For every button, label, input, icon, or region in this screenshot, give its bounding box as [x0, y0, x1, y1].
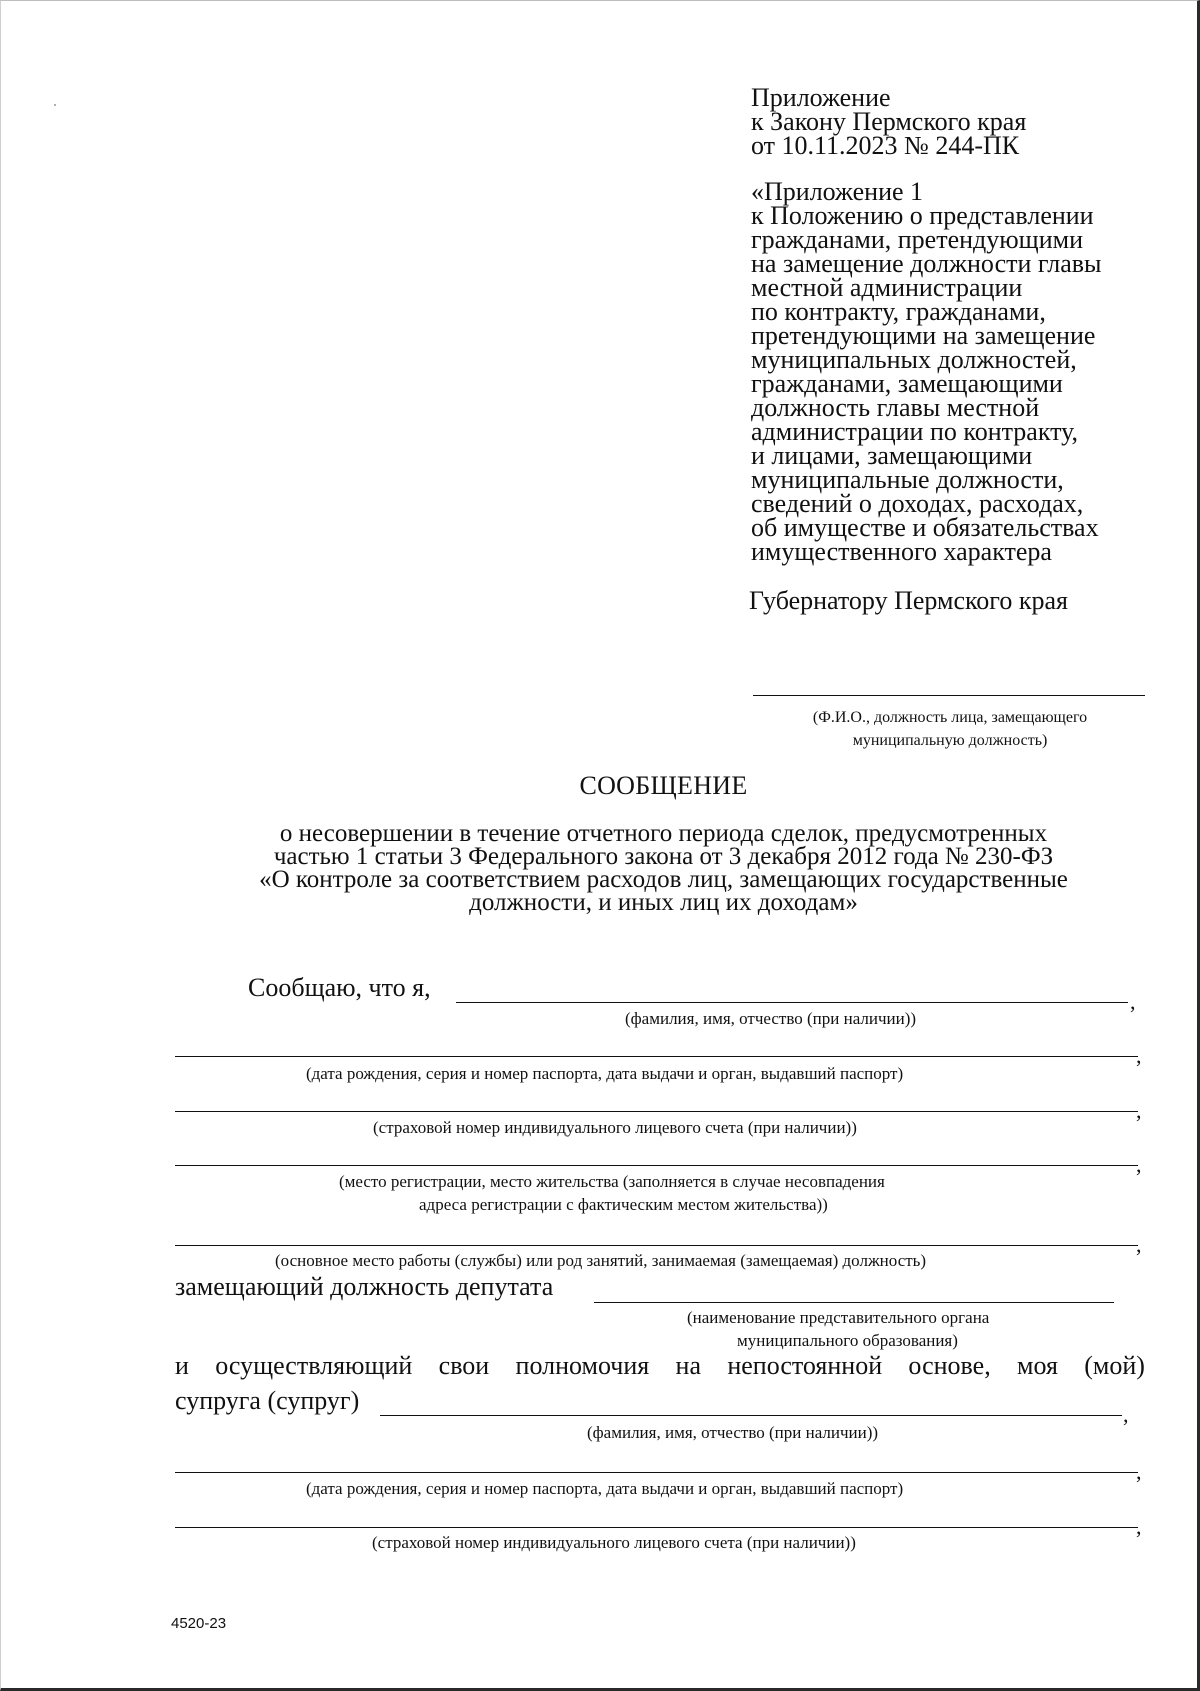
field-comma: ,: [1136, 1232, 1142, 1257]
spouse-text: супруга (супруг): [175, 1386, 360, 1415]
spouse-fio-caption: (фамилия, имя, отчество (при наличии)): [587, 1423, 879, 1442]
sub-attachment-line: гражданами, претендующими: [751, 225, 1083, 254]
word: непостоянной: [727, 1351, 883, 1380]
document-subtitle: [160, 822, 1167, 914]
sub-attachment-line: сведений о доходах, расходах,: [751, 489, 1084, 518]
sub-attachment-line: к Положению о представлении: [751, 201, 1094, 230]
field-comma: ,: [1136, 1459, 1142, 1484]
sub-attachment-line: местной администрации: [751, 273, 1023, 302]
declarant-fio-caption: (фамилия, имя, отчество (при наличии)): [625, 1009, 917, 1028]
declarant-fio-field[interactable]: [456, 1002, 1128, 1003]
sub-attachment-line: об имуществе и обязательствах: [751, 513, 1099, 542]
word: свои: [438, 1351, 490, 1380]
spouse-snils-field[interactable]: [175, 1527, 1138, 1528]
sub-attachment-line: должность главы местной: [751, 393, 1040, 422]
intro-text: Сообщаю, что я,: [248, 973, 431, 1002]
field-comma: ,: [1130, 989, 1136, 1014]
representative-organ-caption: муниципального образования): [737, 1331, 958, 1350]
field-comma: ,: [1136, 1043, 1142, 1068]
attachment-line: от 10.11.2023 № 244-ПК: [751, 131, 1020, 160]
field-comma: ,: [1136, 1098, 1142, 1123]
addressee-fio-field[interactable]: [753, 695, 1145, 696]
caption-line: (Ф.И.О., должность лица, замещающего: [812, 709, 1088, 726]
word: осуществляющий: [215, 1351, 413, 1380]
document-title: СООБЩЕНИЕ: [579, 771, 748, 800]
caption-line: муниципальную должность): [852, 732, 1048, 749]
declarant-passport-field[interactable]: [175, 1056, 1138, 1057]
declarant-work-caption: (основное место работы (службы) или род занятий, занимаемая (замещаемая) должность): [275, 1251, 927, 1270]
attachment-line: к Закону Пермского края: [751, 107, 1027, 136]
addressee-fio-caption: [760, 706, 1140, 752]
sub-attachment-line: «Приложение 1: [751, 177, 924, 206]
representative-organ-caption: (наименование представительного органа: [687, 1308, 990, 1327]
nonpermanent-basis-text: [175, 1351, 1145, 1381]
spouse-passport-caption: (дата рождения, серия и номер паспорта, дата выдачи и орган, выдавший паспорт): [306, 1479, 904, 1498]
sub-attachment-line: имущественного характера: [751, 537, 1052, 566]
word: основе,: [908, 1351, 991, 1380]
scan-speck: [54, 104, 56, 106]
document-code: 4520-23: [171, 1615, 227, 1632]
declarant-snils-caption: (страховой номер индивидуального лицевого счета (при наличии)): [373, 1118, 857, 1137]
field-comma: ,: [1136, 1152, 1142, 1177]
word: и: [175, 1351, 189, 1380]
spouse-snils-caption: (страховой номер индивидуального лицевого счета (при наличии)): [372, 1533, 856, 1552]
subtitle-line: о несовершении в течение отчетного периода сделок, предусмотренных: [279, 820, 1048, 847]
sub-attachment-line: на замещение должности главы: [751, 249, 1102, 278]
deputy-text: замещающий должность депутата: [175, 1272, 554, 1301]
sub-attachment-line: по контракту, гражданами,: [751, 297, 1046, 326]
declarant-passport-caption: (дата рождения, серия и номер паспорта, дата выдачи и орган, выдавший паспорт): [306, 1064, 904, 1083]
declarant-snils-field[interactable]: [175, 1111, 1138, 1112]
field-comma: ,: [1123, 1402, 1129, 1427]
field-comma: ,: [1136, 1514, 1142, 1539]
sub-attachment-line: муниципальных должностей,: [751, 345, 1077, 374]
declarant-address-caption: адреса регистрации с фактическим местом жительства)): [419, 1195, 828, 1214]
declarant-work-field[interactable]: [175, 1245, 1138, 1246]
addressee: Губернатору Пермского края: [749, 586, 1068, 615]
word: (мой): [1084, 1351, 1145, 1380]
sub-attachment-line: претендующими на замещение: [751, 321, 1096, 350]
spouse-passport-field[interactable]: [175, 1472, 1138, 1473]
subtitle-line: «О контроле за соответствием расходов лиц, замещающих государственные: [259, 866, 1068, 893]
word: на: [675, 1351, 702, 1380]
word: моя: [1017, 1351, 1058, 1380]
declarant-address-field[interactable]: [175, 1165, 1138, 1166]
attachment-line: Приложение: [751, 83, 891, 112]
word: полномочия: [515, 1351, 650, 1380]
sub-attachment-line: гражданами, замещающими: [751, 369, 1063, 398]
attachment-header: [751, 83, 1027, 160]
representative-organ-field[interactable]: [594, 1302, 1114, 1303]
sub-attachment-header: [751, 177, 1102, 566]
subtitle-line: частью 1 статьи 3 Федерального закона от 3 декабря 2012 года № 230-ФЗ: [273, 843, 1054, 870]
declarant-address-caption: (место регистрации, место жительства (заполняется в случае несовпадения: [339, 1172, 885, 1191]
spouse-fio-field[interactable]: [380, 1415, 1122, 1416]
subtitle-line: должности, и иных лиц их доходам»: [469, 889, 858, 916]
sub-attachment-line: администрации по контракту,: [751, 417, 1079, 446]
sub-attachment-line: муниципальные должности,: [751, 465, 1064, 494]
sub-attachment-line: и лицами, замещающими: [751, 441, 1033, 470]
